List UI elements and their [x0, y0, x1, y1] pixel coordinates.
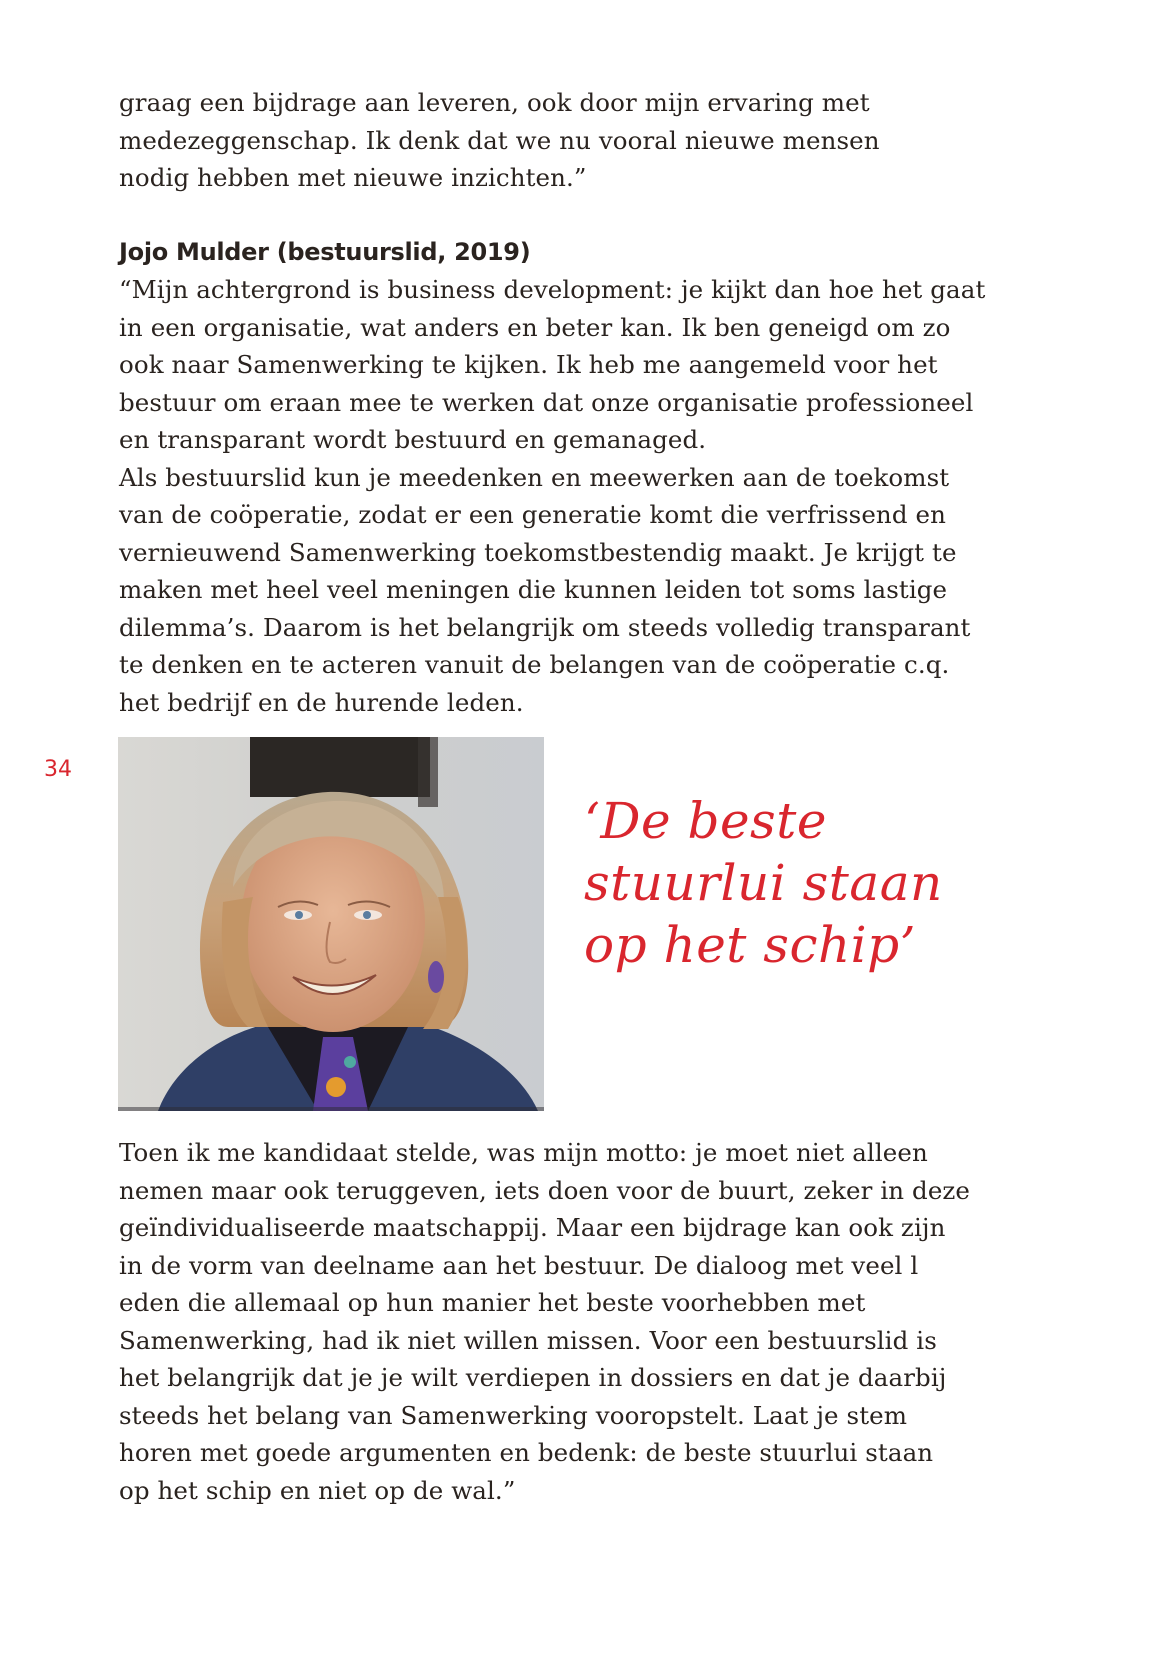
text-line: graag een bijdrage aan leveren, ook door mijn ervaring met [119, 88, 870, 117]
text-line: ook naar Samenwerking te kijken. Ik heb me aangemeld voor het [119, 350, 938, 379]
text-line: “Mijn achtergrond is business development: je kijkt dan hoe het gaat [119, 275, 986, 304]
text-line: te denken en te acteren vanuit de belangen van de coöperatie c.q. [119, 650, 950, 679]
profile-paragraph [119, 271, 985, 721]
closing-paragraph [119, 1134, 970, 1509]
text-line: dilemma’s. Daarom is het belangrijk om steeds volledig transparant [119, 612, 971, 642]
text-line: Toen ik me kandidaat stelde, was mijn motto: je moet niet alleen [119, 1138, 928, 1167]
pull-quote-line: ‘De beste [584, 792, 827, 850]
text-line: steeds het belang van Samenwerking vooropstelt. Laat je stem [119, 1400, 908, 1430]
text-line: Als bestuurslid kun je meedenken en meewerken aan de toekomst [119, 462, 950, 492]
text-line: nemen maar ook teruggeven, iets doen voor de buurt, zeker in deze [119, 1175, 971, 1205]
text-line: eden die allemaal op hun manier het beste voorhebben met [119, 1288, 866, 1317]
text-line: in een organisatie, wat anders en beter kan. Ik ben geneigd om zo [119, 312, 951, 342]
text-line: vernieuwend Samenwerking toekomstbestendig maakt. Je krijgt te [119, 537, 957, 567]
text-line: en transparant wordt bestuurd en gemanaged. [119, 425, 707, 454]
text-line: nodig hebben met nieuwe inzichten.” [119, 163, 587, 192]
text-line: het bedrijf en de hurende leden. [119, 687, 524, 717]
text-line: maken met heel veel meningen die kunnen leiden tot soms lastige [119, 575, 948, 604]
text-line: Samenwerking, had ik niet willen missen. Voor een bestuurslid is [119, 1325, 937, 1355]
text-line: van de coöperatie, zodat er een generatie komt die verfrissend en [119, 500, 946, 529]
text-line: het belangrijk dat je je wilt verdiepen in dossiers en dat je daarbij [119, 1363, 947, 1392]
page-number: 34 [44, 757, 72, 782]
profile-heading: Jojo Mulder (bestuurslid, 2019) [119, 238, 531, 266]
portrait-illustration [118, 737, 544, 1111]
text-line: in de vorm van deelname aan het bestuur. De dialoog met veel l [119, 1250, 919, 1280]
pull-quote [584, 790, 943, 976]
intro-paragraph [119, 84, 880, 197]
text-line: medezeggenschap. Ik denk dat we nu vooral nieuwe mensen [119, 125, 880, 155]
portrait-photo-icon [118, 737, 544, 1111]
text-line: op het schip en niet op de wal.” [119, 1475, 516, 1505]
text-line: horen met goede argumenten en bedenk: de beste stuurlui staan [119, 1438, 934, 1467]
pull-quote-line: stuurlui staan [584, 854, 943, 912]
pull-quote-line: op het schip’ [584, 916, 917, 974]
text-line: geïndividualiseerde maatschappij. Maar een bijdrage kan ook zijn [119, 1213, 946, 1242]
text-line: bestuur om eraan mee te werken dat onze organisatie professioneel [119, 387, 974, 417]
